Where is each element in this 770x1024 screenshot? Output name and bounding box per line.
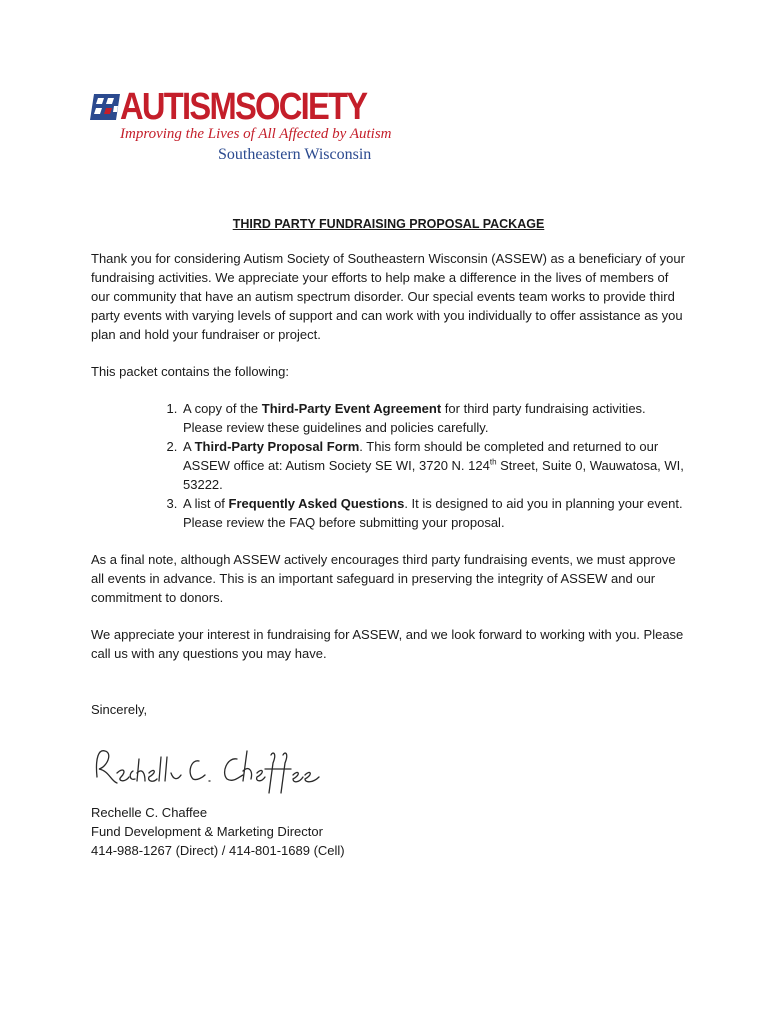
item-text-after2: Street, Suite 0, Wauwatosa, WI, 53222. [183,458,684,492]
intro-paragraph: Thank you for considering Autism Society of Southeastern Wisconsin (ASSEW) as a beneficiary of your fundraising activities. We appreciate your efforts to help make a difference in the lives of members of our community that have an autism spectrum disorder. Our special events team works to provide third party events with varying levels of support and can work with you individually to offer assistance as you plan and hold your fundraiser or project. [91,251,685,342]
item-text-after: . It is designed to aid you in planning your event. Please review the FAQ before submitting your proposal. [183,496,683,530]
list-item [181,399,686,437]
final-note-paragraph: As a final note, although ASSEW actively encourages third party fundraising events, we must approve all events in advance. This is an important safeguard in preserving the integrity of ASSEW and our commitment to donors. [91,552,676,605]
packet-contents-list [91,399,686,532]
item-bold: Third-Party Event Agreement [261,401,442,416]
item-text-before: A [183,439,195,454]
signer-phone: 414-988-1267 (Direct) / 414-801-1689 (Cell) [91,843,345,858]
item-text-after: for third party fundraising activities. Please review these guidelines and policies carefully. [183,401,646,435]
list-item [181,437,686,494]
item-text-before: A copy of the [183,401,262,416]
logo-tagline: Improving the Lives of All Affected by Autism [120,126,392,142]
item-text-after: . This form should be completed and returned to our ASSEW office at: Autism Society SE WI, 3720 N. 124 [183,439,659,473]
puzzle-flag-icon [90,92,122,122]
logo-name: AUTISMSOCIETY [120,86,367,128]
item-bold: Frequently Asked Questions [228,496,405,511]
item-text-before: A list of [183,496,229,511]
signer-name: Rechelle C. Chaffee [91,805,208,820]
letter-body [91,215,686,860]
ordinal-suffix: th [489,457,497,467]
packet-intro: This packet contains the following: [91,364,289,379]
autism-society-logo [90,86,390,168]
signer-title: Fund Development & Marketing Director [91,824,323,839]
logo-region: Southeastern Wisconsin [218,146,372,163]
signoff: Sincerely, [91,702,148,717]
closing-paragraph: We appreciate your interest in fundraising for ASSEW, and we look forward to working with you. Please call us with any questions you may have. [91,627,684,661]
item-bold: Third-Party Proposal Form [194,439,360,454]
list-item [181,494,686,532]
handwritten-signature [87,737,327,797]
document-heading: THIRD PARTY FUNDRAISING PROPOSAL PACKAGE [232,217,545,231]
